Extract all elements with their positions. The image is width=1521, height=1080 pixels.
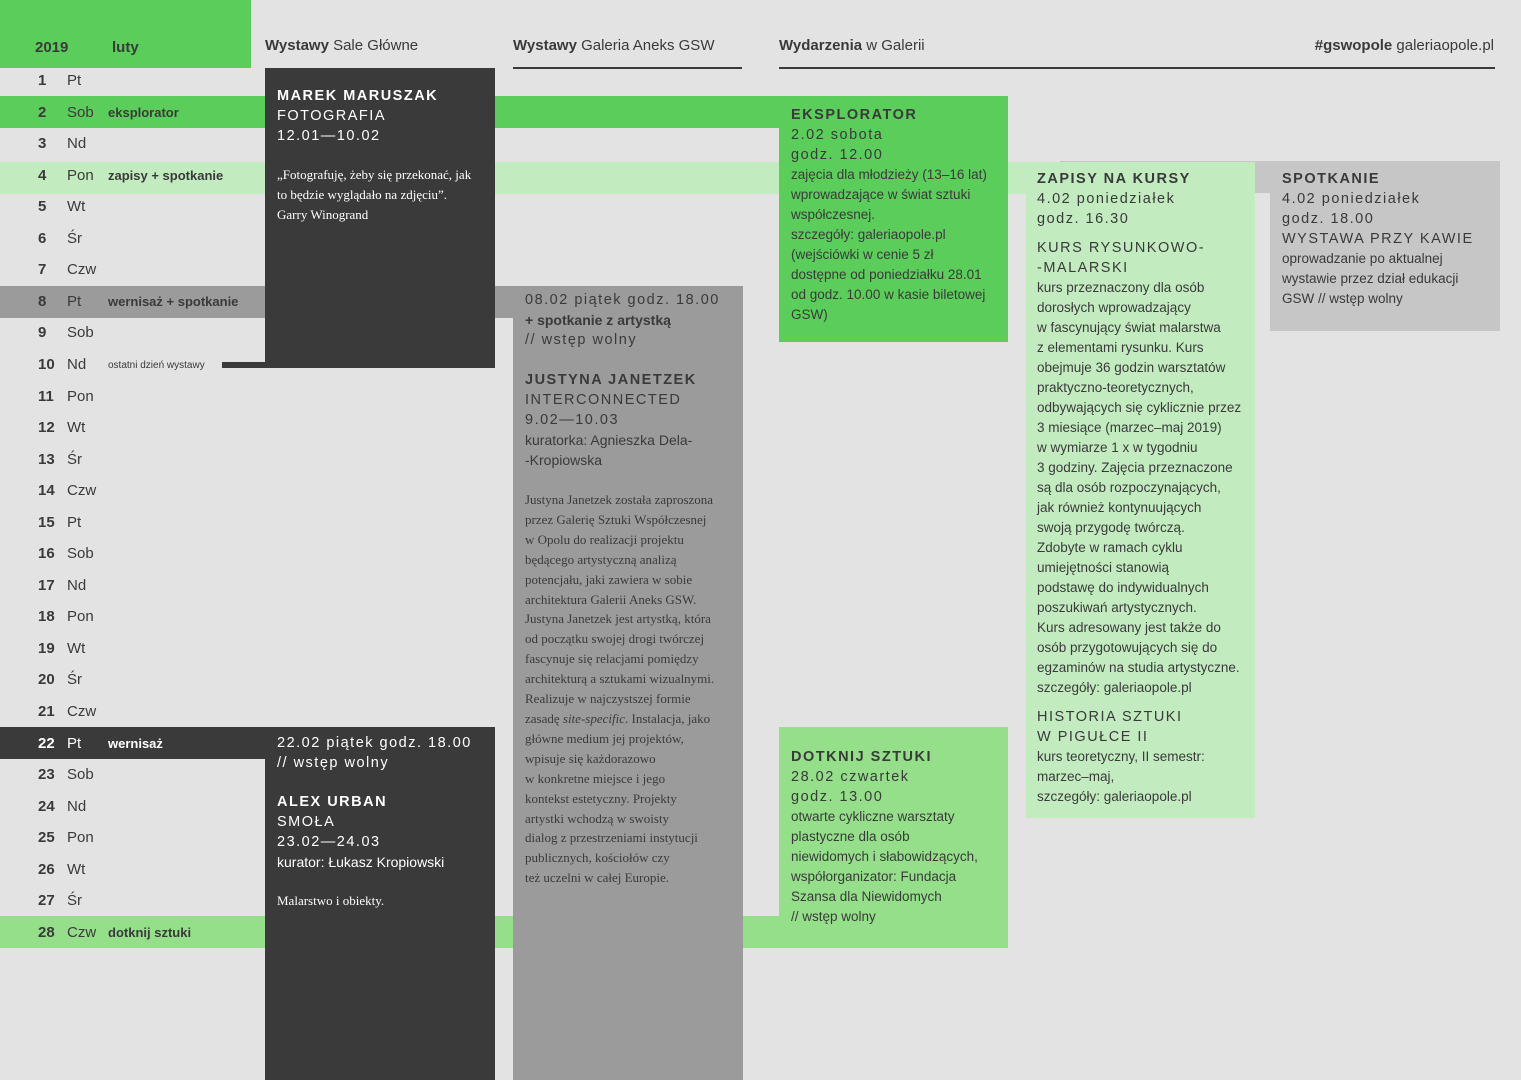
day-number: 10: [38, 355, 55, 373]
artist-name: ALEX URBAN: [277, 794, 388, 810]
website: galeriaopole.pl: [1392, 37, 1494, 54]
weekday: Śr: [67, 671, 82, 689]
weekday: Pon: [67, 608, 94, 626]
description-line: praktyczno-teoretycznych,: [1037, 380, 1194, 395]
description-line: od początku swojej drogi twórczej: [525, 631, 705, 647]
description-line: plastyczne dla osób: [791, 829, 910, 844]
description-line: umiejętności stanowią: [1037, 560, 1170, 575]
description-line: publicznych, kościołów czy: [525, 850, 670, 866]
day-number: 28: [38, 923, 55, 941]
description-line: GSW): [791, 307, 828, 322]
course-title-cont: W PIGUŁCE II: [1037, 729, 1149, 745]
event-title: EKSPLORATOR: [791, 107, 918, 123]
day-row: [0, 412, 265, 444]
day-row: [0, 570, 265, 602]
day-number: 13: [38, 450, 55, 468]
day-row: [0, 822, 265, 854]
description-line: Kurs adresowany jest także do: [1037, 620, 1221, 635]
description-line: architektura Galerii Aneks GSW.: [525, 591, 697, 607]
description-line: szczegóły: galeriaopole.pl: [1037, 789, 1192, 804]
day-number: 18: [38, 608, 55, 626]
weekday: Wt: [67, 419, 86, 437]
exhibition-dates: 23.02—24.03: [277, 834, 381, 850]
day-number: 23: [38, 766, 55, 784]
description-text: zasadę: [525, 710, 563, 726]
day-number: 9: [38, 324, 47, 342]
description-line: osób przygotowujących się do: [1037, 640, 1218, 655]
column-header-rest: Galeria Aneks GSW: [576, 37, 715, 54]
year-label: 2019: [35, 39, 69, 56]
description-text: . Instalacja, jako: [624, 710, 711, 726]
event-spotkanie[interactable]: [1270, 161, 1500, 331]
day-number: 22: [38, 734, 55, 752]
description-line: 3 miesiące (marzec–maj 2019): [1037, 420, 1222, 435]
description-line: artystki wchodzą w swoisty: [525, 810, 670, 826]
description-line: // wstęp wolny: [791, 909, 876, 924]
event-time: godz. 13.00: [791, 789, 884, 805]
weekday: Pt: [67, 734, 82, 752]
description-line: z elementami rysunku. Kurs: [1037, 340, 1204, 355]
description-line: w fascynujący świat malarstwa: [1037, 320, 1221, 335]
day-row: [0, 885, 265, 917]
event-date: 4.02 poniedziałek: [1282, 191, 1421, 207]
curator: kurator: Łukasz Kropiowski: [277, 854, 445, 870]
weekday: Sob: [67, 103, 94, 121]
weekday: Śr: [67, 229, 82, 247]
description-line: swoją przygodę twórczą.: [1037, 520, 1185, 535]
day-number: 24: [38, 797, 55, 815]
description-line: w konkretne miejsce i jego: [525, 770, 666, 786]
entry-info: // wstęp wolny: [277, 755, 390, 771]
day-row: [0, 65, 265, 97]
weekday: Nd: [67, 797, 87, 815]
day-number: 17: [38, 576, 55, 594]
description-line: (wejściówki w cenie 5 zł: [791, 247, 934, 262]
description-line: fascynuje się relacjami pomiędzy: [525, 651, 699, 667]
event-date: 4.02 poniedziałek: [1037, 191, 1176, 207]
day-row: [0, 633, 265, 665]
curator: kuratorka: Agnieszka Dela-: [525, 432, 693, 448]
weekday: Pt: [67, 513, 82, 531]
description-line: Zdobyte w ramach cyklu: [1037, 540, 1183, 555]
description-line: współorganizator: Fundacja: [791, 869, 957, 884]
day-number: 15: [38, 513, 55, 531]
divider: [513, 67, 742, 69]
artist-name: JUSTYNA JANETZEK: [525, 372, 697, 388]
description-line: od godz. 10.00 w kasie biletowej: [791, 287, 986, 302]
day-number: 19: [38, 639, 55, 657]
description-line: GSW // wstęp wolny: [1282, 291, 1403, 306]
column-header-events: [779, 37, 925, 54]
event-time: godz. 16.30: [1037, 211, 1130, 227]
day-event-label: ostatni dzień wystawy: [108, 359, 205, 371]
description-line: są dla osób rozpoczynających,: [1037, 480, 1221, 495]
day-number: 3: [38, 135, 47, 153]
weekday: Czw: [67, 703, 97, 720]
weekday: Nd: [67, 576, 87, 594]
event-subtitle: WYSTAWA PRZY KAWIE: [1282, 231, 1474, 247]
opening-info: 08.02 piątek godz. 18.00: [525, 292, 720, 308]
day-row: [0, 191, 265, 223]
weekday: Pon: [67, 829, 94, 847]
description-line: dostępne od poniedziałku 28.01: [791, 267, 982, 282]
day-row: [0, 728, 265, 760]
description-italic: site-specific: [562, 710, 625, 726]
description-line: kurs teoretyczny, II semestr:: [1037, 749, 1205, 764]
weekday: Czw: [67, 482, 97, 500]
weekday: Śr: [67, 450, 82, 468]
exhibition-urban[interactable]: [265, 727, 495, 1080]
day-row: [0, 444, 265, 476]
entry-info: // wstęp wolny: [525, 332, 638, 348]
description-line: egzaminów na studia artystyczne.: [1037, 660, 1240, 675]
description-line: 3 godziny. Zajęcia przeznaczone: [1037, 460, 1233, 475]
description-line: w wymiarze 1 x w tygodniu: [1037, 440, 1198, 455]
column-header-main-halls: [265, 37, 418, 54]
event-title: DOTKNIJ SZTUKI: [791, 749, 933, 765]
event-date: 2.02 sobota: [791, 127, 884, 143]
course-title-cont: -MALARSKI: [1037, 260, 1129, 276]
weekday: Pt: [67, 292, 82, 310]
hashtag: #gswopole: [1314, 37, 1393, 54]
day-row: [0, 791, 265, 823]
weekday: Sob: [67, 766, 94, 784]
description-line: główne medium jej projektów,: [525, 730, 684, 746]
description-line: będącego artystyczną analizą: [525, 551, 677, 567]
description-line: otwarte cykliczne warsztaty: [791, 809, 955, 824]
description-line: Justyna Janetzek jest artystką, która: [525, 611, 711, 627]
day-event-label: eksplorator: [108, 104, 179, 120]
description-line: architekturą a sztukami wizualnymi.: [525, 671, 715, 687]
exhibition-title: INTERCONNECTED: [525, 392, 682, 408]
day-row: [0, 854, 265, 886]
day-row: [0, 759, 265, 791]
weekday: Pt: [67, 72, 82, 89]
day-row: [0, 475, 265, 507]
event-time: godz. 12.00: [791, 147, 884, 163]
event-title: ZAPISY NA KURSY: [1037, 171, 1191, 187]
day-number: 5: [38, 198, 47, 216]
description-line: wystawie przez dział edukacji: [1282, 271, 1459, 286]
day-event-label: wernisaż + spotkanie: [108, 293, 239, 309]
day-number: 11: [38, 387, 54, 405]
description-line: poszukiwań artystycznych.: [1037, 600, 1197, 615]
description-line: szczegóły: galeriaopole.pl: [1037, 680, 1192, 695]
weekday: Wt: [67, 198, 86, 216]
day-event-label: zapisy + spotkanie: [108, 167, 224, 183]
day-number: 7: [38, 261, 47, 279]
description-line: marzec–maj,: [1037, 769, 1115, 784]
weekday: Wt: [67, 860, 86, 878]
description-line: niewidomych i słabowidzących,: [791, 849, 978, 864]
column-header-bold: Wystawy: [513, 37, 577, 54]
day-row: [0, 160, 265, 192]
day-row: [0, 917, 265, 949]
weekday: Nd: [67, 355, 87, 373]
divider: [779, 67, 1495, 69]
weekday: Wt: [67, 639, 86, 657]
day-row: [0, 254, 265, 286]
description-line: Szansa dla Niewidomych: [791, 889, 942, 904]
event-description: [791, 165, 996, 325]
day-row: [0, 317, 265, 349]
exhibition-title: SMOŁA: [277, 814, 336, 830]
description-line: Justyna Janetzek została zaproszona: [525, 492, 714, 507]
description-line: zajęcia dla młodzieży (13–16 lat): [791, 167, 987, 182]
day-number: 20: [38, 671, 55, 689]
description-line: przez Galerię Sztuki Współczesnej: [525, 511, 707, 527]
weekday: Pon: [67, 166, 94, 184]
day-row: [0, 507, 265, 539]
month-label: luty: [112, 39, 139, 56]
artist-meeting: + spotkanie z artystką: [525, 312, 671, 328]
day-number: 8: [38, 292, 47, 310]
day-row: [0, 381, 265, 413]
exhibition-dates: 12.01—10.02: [277, 128, 381, 144]
opening-info: 22.02 piątek godz. 18.00: [277, 735, 472, 751]
day-row: [0, 601, 265, 633]
description-line: dorosłych wprowadzający: [1037, 300, 1191, 315]
exhibition-title: FOTOGRAFIA: [277, 108, 386, 124]
description-line: jak również kontynuujących: [1037, 500, 1202, 515]
day-number: 6: [38, 229, 47, 247]
curator-cont: -Kropiowska: [525, 452, 603, 468]
day-number: 21: [38, 703, 55, 720]
day-row: [0, 538, 265, 570]
day-number: 12: [38, 419, 55, 437]
quote: „Fotografuję, żeby się przekonać, jak to będzie wyglądało na zdjęciu”.: [277, 167, 472, 202]
description-line: kurs przeznaczony dla osób: [1037, 280, 1205, 295]
description-line: też uczelni w całej Europie.: [525, 870, 670, 886]
description-line: odbywających się cyklicznie przez: [1037, 400, 1242, 415]
exhibition-janetzek[interactable]: [513, 286, 743, 1080]
day-number: 25: [38, 829, 55, 847]
description-line: podstawę do indywidualnych: [1037, 580, 1209, 595]
weekday: Czw: [67, 923, 97, 941]
day-event-label: dotknij sztuki: [108, 924, 192, 940]
weekday: Czw: [67, 261, 97, 279]
weekday: Sob: [67, 545, 94, 563]
weekday: Pon: [67, 387, 94, 405]
description-line: potencjału, jaki zawiera w sobie: [525, 571, 693, 587]
day-number: 14: [38, 482, 55, 500]
exhibition-description: [525, 490, 731, 709]
day-number: 2: [38, 103, 47, 121]
day-number: 4: [38, 166, 47, 184]
course-description: [1037, 278, 1244, 698]
exhibition-maruszak[interactable]: [265, 68, 495, 368]
day-row: [0, 223, 265, 255]
day-row: [0, 664, 265, 696]
column-header-annex: [513, 37, 714, 54]
event-description: [1282, 249, 1488, 309]
description-line: wprowadzające w świat sztuki: [791, 187, 971, 202]
weekday: Nd: [67, 135, 87, 153]
day-row: [0, 97, 265, 129]
description-line: szczegóły: galeriaopole.pl: [791, 227, 946, 242]
description-line: oprowadzanie po aktualnej: [1282, 251, 1443, 266]
event-title: SPOTKANIE: [1282, 171, 1381, 187]
course-title: HISTORIA SZTUKI: [1037, 709, 1183, 725]
hashtag-link[interactable]: [1315, 37, 1494, 54]
exhibition-dates: 9.02—10.03: [525, 412, 620, 428]
day-number: 16: [38, 545, 55, 563]
description-line: [525, 709, 731, 729]
event-date: 28.02 czwartek: [791, 769, 910, 785]
month-header: [0, 0, 251, 68]
column-header-bold: Wydarzenia: [779, 37, 863, 54]
exhibition-description: Malarstwo i obiekty.: [277, 893, 385, 908]
description-line: Realizuje w najczystszej formie: [525, 691, 691, 707]
day-row: [0, 696, 265, 728]
column-header-rest: w Galerii: [862, 37, 925, 54]
event-eksplorator[interactable]: [779, 96, 1008, 342]
day-row: [0, 128, 265, 160]
description-line: kontekst estetyczny. Projekty: [525, 790, 677, 806]
description-line: obejmuje 36 godzin warsztatów: [1037, 360, 1226, 375]
day-number: 27: [38, 892, 55, 910]
event-description: [791, 807, 996, 927]
column-header-rest: Sale Główne: [328, 37, 419, 54]
day-number: 26: [38, 860, 55, 878]
artist-name: MAREK MARUSZAK: [277, 88, 439, 104]
quote-author: Garry Winogrand: [277, 206, 369, 222]
day-number: 1: [38, 72, 47, 89]
weekday: Sob: [67, 324, 94, 342]
event-zapisy-na-kursy[interactable]: [1026, 162, 1255, 818]
description-line: współczesnej.: [791, 207, 876, 222]
weekday: Śr: [67, 892, 82, 910]
day-event-label: wernisaż: [108, 735, 163, 751]
description-line: wpisuje się każdorazowo: [525, 750, 656, 766]
description-line: w Opolu do realizacji projektu: [525, 531, 684, 547]
event-time: godz. 18.00: [1282, 211, 1375, 227]
column-header-bold: Wystawy: [265, 37, 329, 54]
course-description: [1037, 747, 1244, 807]
course-title: KURS RYSUNKOWO-: [1037, 240, 1206, 256]
day-row: [0, 349, 265, 381]
description-line: dialog z przestrzeniami instytucji: [525, 830, 698, 846]
exhibition-description-cont: [525, 729, 731, 888]
event-dotknij-sztuki[interactable]: [779, 727, 1008, 948]
day-row: [0, 286, 265, 318]
